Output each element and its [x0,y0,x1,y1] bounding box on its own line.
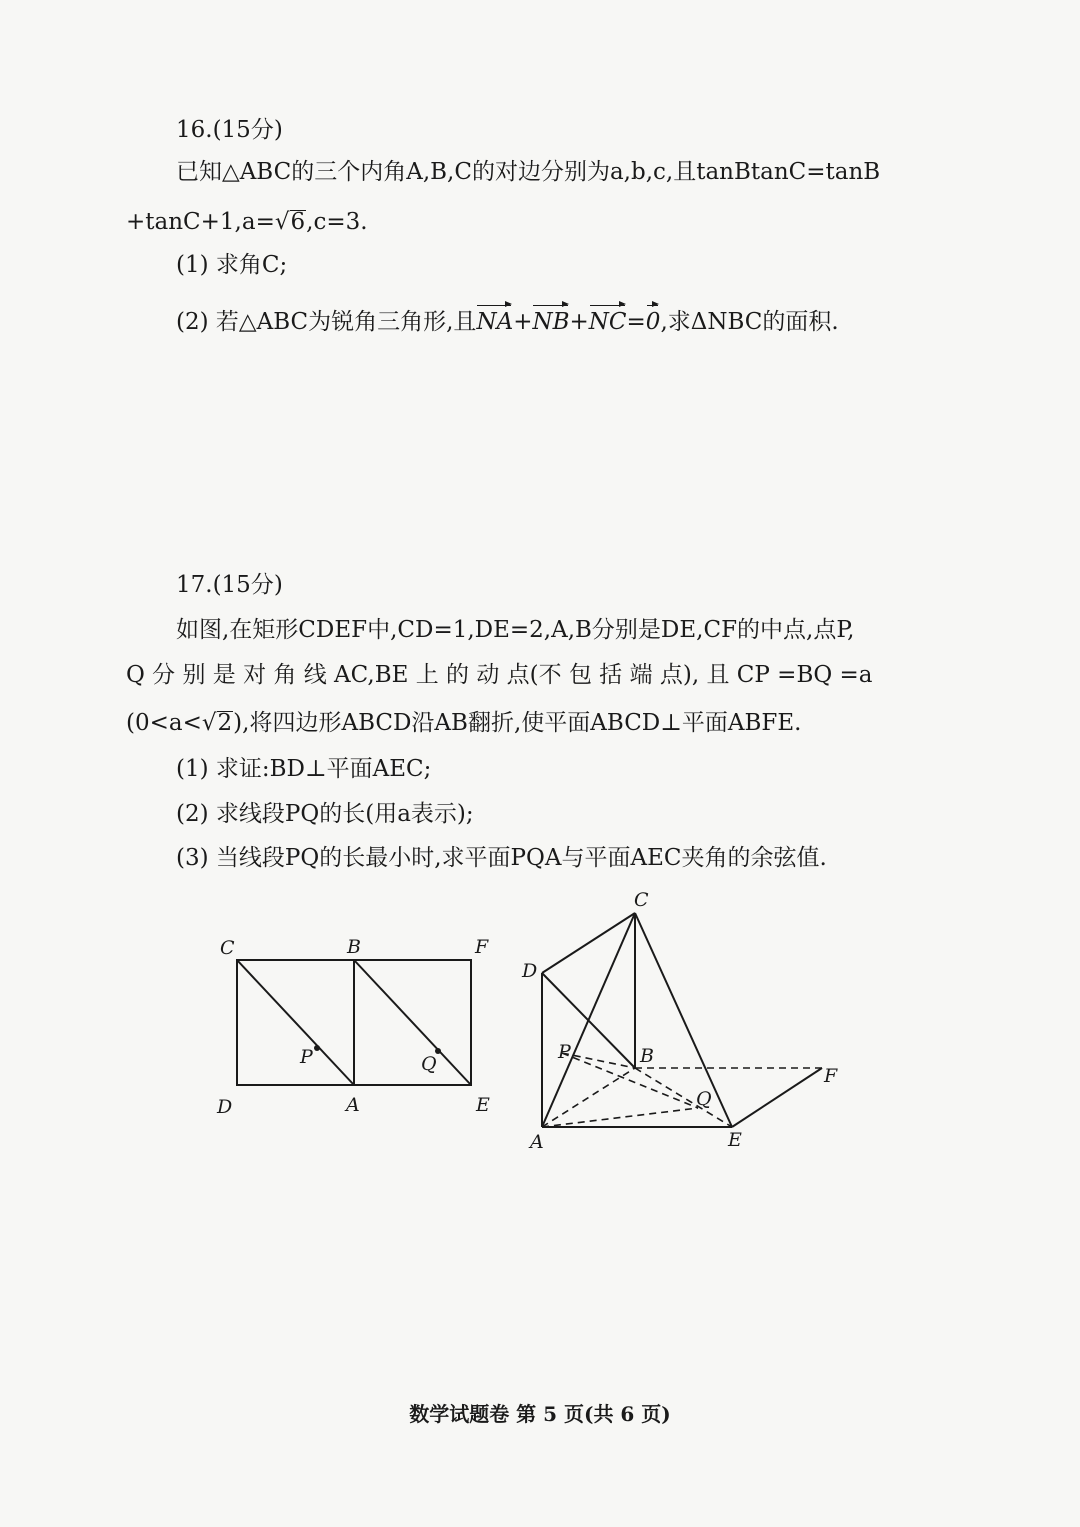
q16-part2-b: ,求ΔNBC的面积. [660,309,839,335]
q17-line1: 如图,在矩形CDEF中,CD=1,DE=2,A,B分别是DE,CF的中点,点P, [176,617,855,643]
sqrt-6-radicand: 6 [290,209,306,235]
label-d: D [522,960,538,982]
q17-line3 [126,708,801,738]
edge-ca [542,913,635,1127]
q16-line2-a: +tanC+1,a= [126,209,275,235]
label-b: B [347,936,361,958]
point-p-dot [314,1045,320,1051]
plus-sign: + [569,309,589,335]
sqrt-2-radicand: 2 [217,710,233,736]
q17-part3: (3) 当线段PQ的长最小时,求平面PQA与平面AEC夹角的余弦值. [176,845,827,871]
vector-NC: NC [588,309,627,335]
dashed-pq [562,1053,698,1108]
diagonal-ac [237,960,354,1085]
label-q: Q [696,1088,712,1110]
label-a: A [530,1131,544,1153]
sqrt-6: √6 [274,209,306,235]
q16-line1: 已知△ABC的三个内角A,B,C的对边分别为a,b,c,且tanBtanC=tanB [176,159,881,185]
q16-line2 [126,207,368,237]
dashed-be [635,1068,732,1127]
plus-sign: + [513,309,533,335]
sqrt-2: √2 [201,710,233,736]
label-c: C [634,889,649,911]
q17-line3-b: ),将四边形ABCD沿AB翻折,使平面ABCD⊥平面ABFE. [233,710,802,736]
label-d: D [217,1096,233,1118]
q16-header: 16.(15分) [176,117,283,143]
q17-line2: Q 分 别 是 对 角 线 AC,BE 上 的 动 点(不 包 括 端 点), 且 CP =BQ =a [126,662,873,688]
equals-sign: = [626,309,646,335]
label-e: E [728,1129,742,1151]
label-q: Q [421,1053,437,1075]
zero-vector: 0 [645,309,661,335]
vector-NB: NB [532,309,570,335]
diagonal-be [354,960,471,1085]
label-e: E [476,1094,490,1116]
figure-folded-3d [510,880,850,1160]
label-f: F [824,1065,838,1087]
q16-part2-a: (2) 若△ABC为锐角三角形,且 [176,309,477,335]
page-footer: 数学试题卷 第 5 页(共 6 页) [409,1402,671,1426]
q16-part1: (1) 求角C; [176,252,288,278]
q17-line3-a: (0<a< [126,710,202,736]
q17-header: 17.(15分) [176,572,283,598]
figure-flat-rectangle [200,930,510,1120]
label-p: P [558,1041,571,1063]
edge-ef [732,1068,822,1127]
label-p: P [300,1046,313,1068]
vector-NA: NA [476,309,514,335]
q17-part2: (2) 求线段PQ的长(用a表示); [176,801,474,827]
dashed-aq [542,1108,698,1127]
edge-ce [635,913,732,1127]
q17-part1: (1) 求证:BD⊥平面AEC; [176,756,432,782]
label-a: A [346,1094,360,1116]
q16-part2 [176,307,839,337]
label-b: B [640,1045,654,1067]
q16-line2-b: ,c=3. [306,209,368,235]
label-f: F [475,936,489,958]
label-c: C [220,937,235,959]
